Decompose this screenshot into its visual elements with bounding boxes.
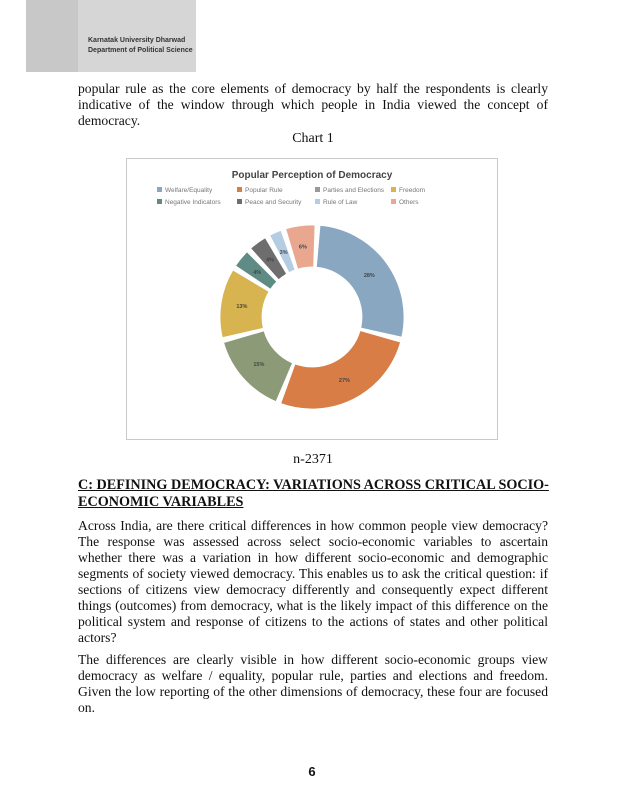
body-paragraph-2: The differences are clearly visible in how different socio-economic groups view democracy as welfare / equality, popular rule, parties and elections and freedom. Given the low reporting of the other dimensions of democracy, these four are focused on. <box>78 652 548 715</box>
legend-entry: Negative Indicators <box>165 199 221 206</box>
legend-entry: Rule of Law <box>323 199 358 206</box>
legend-swatch <box>157 199 162 204</box>
slice-label: 13% <box>236 304 248 311</box>
legend-swatch <box>315 187 320 192</box>
sample-size-note: n-2371 <box>293 452 333 467</box>
chart-caption: Chart 1 <box>292 131 334 146</box>
legend-entry: Others <box>399 199 419 206</box>
header-university: Karnatak University Dharwad <box>88 37 186 44</box>
legend-entry: Parties and Elections <box>323 187 385 194</box>
section-heading <box>78 477 558 511</box>
chart-slices <box>220 225 404 409</box>
header-department: Department of Political Science <box>88 47 193 54</box>
slice-label: 6% <box>298 244 307 251</box>
legend-swatch <box>391 199 396 204</box>
legend-entry: Welfare/Equality <box>165 187 213 194</box>
header-box <box>26 0 196 72</box>
body-paragraph-1: Across India, are there critical differences in how common people view democracy? The response was assessed across select socio-economic variables to ascertain whether there was a variation in how different socio-economic and demographic segments of society viewed democracy. This enables us to ask the critical question: if sections of citizens view democracy differently and consequently expect different things (outcomes) from democracy, what is the likely impact of this difference on the political system and response of citizens to the actions of states and other political actors? <box>78 518 548 645</box>
slice-label: 15% <box>253 362 265 369</box>
donut-chart <box>127 159 497 439</box>
slice-label: 28% <box>363 273 375 280</box>
legend-swatch <box>157 187 162 192</box>
legend-swatch <box>237 199 242 204</box>
legend-swatch <box>315 199 320 204</box>
chart-title: Popular Perception of Democracy <box>231 170 393 181</box>
intro-paragraph: popular rule as the core elements of democracy by half the respondents is clearly indicative of the window through which people in India viewed the concept of democracy. <box>78 81 548 128</box>
slice-label: 3% <box>279 249 288 256</box>
section-heading-line2: ECONOMIC VARIABLES <box>78 494 244 510</box>
page-number: 6 <box>308 764 316 779</box>
donut-slice <box>281 331 401 409</box>
section-heading-line1: C: DEFINING DEMOCRACY: VARIATIONS ACROSS CRITICAL SOCIO- <box>78 477 549 493</box>
donut-slice <box>316 225 404 337</box>
legend-swatch <box>237 187 242 192</box>
chart-frame <box>126 158 498 440</box>
chart-legend <box>157 187 425 206</box>
slice-label: 27% <box>338 378 350 385</box>
legend-entry: Freedom <box>399 187 426 194</box>
slice-label: 4% <box>253 269 262 276</box>
legend-swatch <box>391 187 396 192</box>
header-strip <box>26 0 78 72</box>
slice-label: 4% <box>266 257 275 264</box>
legend-entry: Popular Rule <box>245 187 283 194</box>
legend-entry: Peace and Security <box>245 199 302 206</box>
